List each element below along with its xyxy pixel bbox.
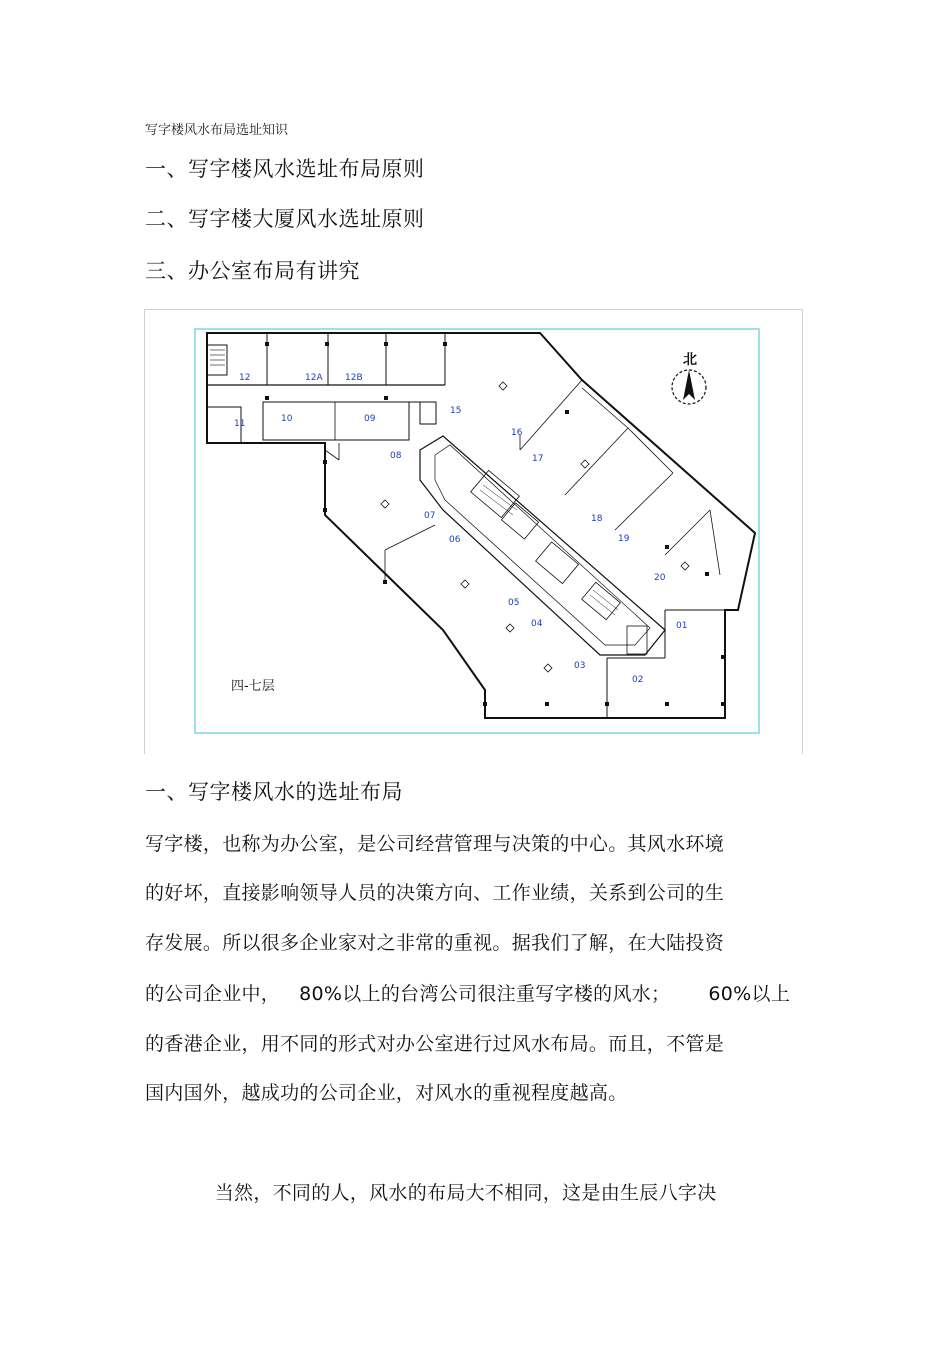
floor-plan-drawing <box>145 310 802 754</box>
toc-item-1: 一、写字楼风水选址布局原则 <box>145 157 425 181</box>
room-label: 04 <box>531 619 543 629</box>
room-label: 09 <box>364 414 376 424</box>
paragraph-line: 的公司企业中， 80%以上的台湾公司很注重写字楼的风水； 60%以上 <box>145 983 791 1005</box>
room-label: 19 <box>618 534 630 544</box>
room-label: 12 <box>239 373 251 383</box>
floor-plan-figure <box>144 309 803 754</box>
compass-north-icon <box>672 370 706 404</box>
room-label: 08 <box>390 451 402 461</box>
room-label: 07 <box>424 511 436 521</box>
room-label: 05 <box>508 598 520 608</box>
room-label: 15 <box>450 406 462 416</box>
document-title: 写字楼风水布局选址知识 <box>145 123 289 138</box>
room-label: 12A <box>305 373 323 383</box>
floor-label: 四-七层 <box>231 679 275 694</box>
room-label: 18 <box>591 514 603 524</box>
room-label: 11 <box>234 419 246 429</box>
toc-item-3: 三、办公室布局有讲究 <box>145 259 360 283</box>
paragraph-line: 的香港企业，用不同的形式对办公室进行过风水布局。而且，不管是 <box>145 1033 725 1055</box>
room-label: 03 <box>574 661 586 671</box>
room-label: 17 <box>532 454 544 464</box>
paragraph-line: 国内国外，越成功的公司企业，对风水的重视程度越高。 <box>145 1082 628 1104</box>
room-label: 16 <box>511 428 523 438</box>
room-label: 10 <box>281 414 293 424</box>
room-label: 01 <box>676 621 688 631</box>
room-label: 20 <box>654 573 666 583</box>
north-label: 北 <box>683 352 697 368</box>
paragraph-line: 当然，不同的人，风水的布局大不相同，这是由生辰八字决 <box>145 1182 717 1204</box>
paragraph-line: 的好坏，直接影响领导人员的决策方向、工作业绩，关系到公司的生 <box>145 882 725 904</box>
room-label: 06 <box>449 535 461 545</box>
toc-item-2: 二、写字楼大厦风水选址原则 <box>145 207 425 231</box>
room-label: 12B <box>345 373 363 383</box>
paragraph-line: 存发展。所以很多企业家对之非常的重视。据我们了解，在大陆投资 <box>145 932 725 954</box>
paragraph-line: 写字楼，也称为办公室，是公司经营管理与决策的中心。其风水环境 <box>145 833 725 855</box>
section-heading: 一、写字楼风水的选址布局 <box>145 780 403 804</box>
room-label: 02 <box>632 675 644 685</box>
